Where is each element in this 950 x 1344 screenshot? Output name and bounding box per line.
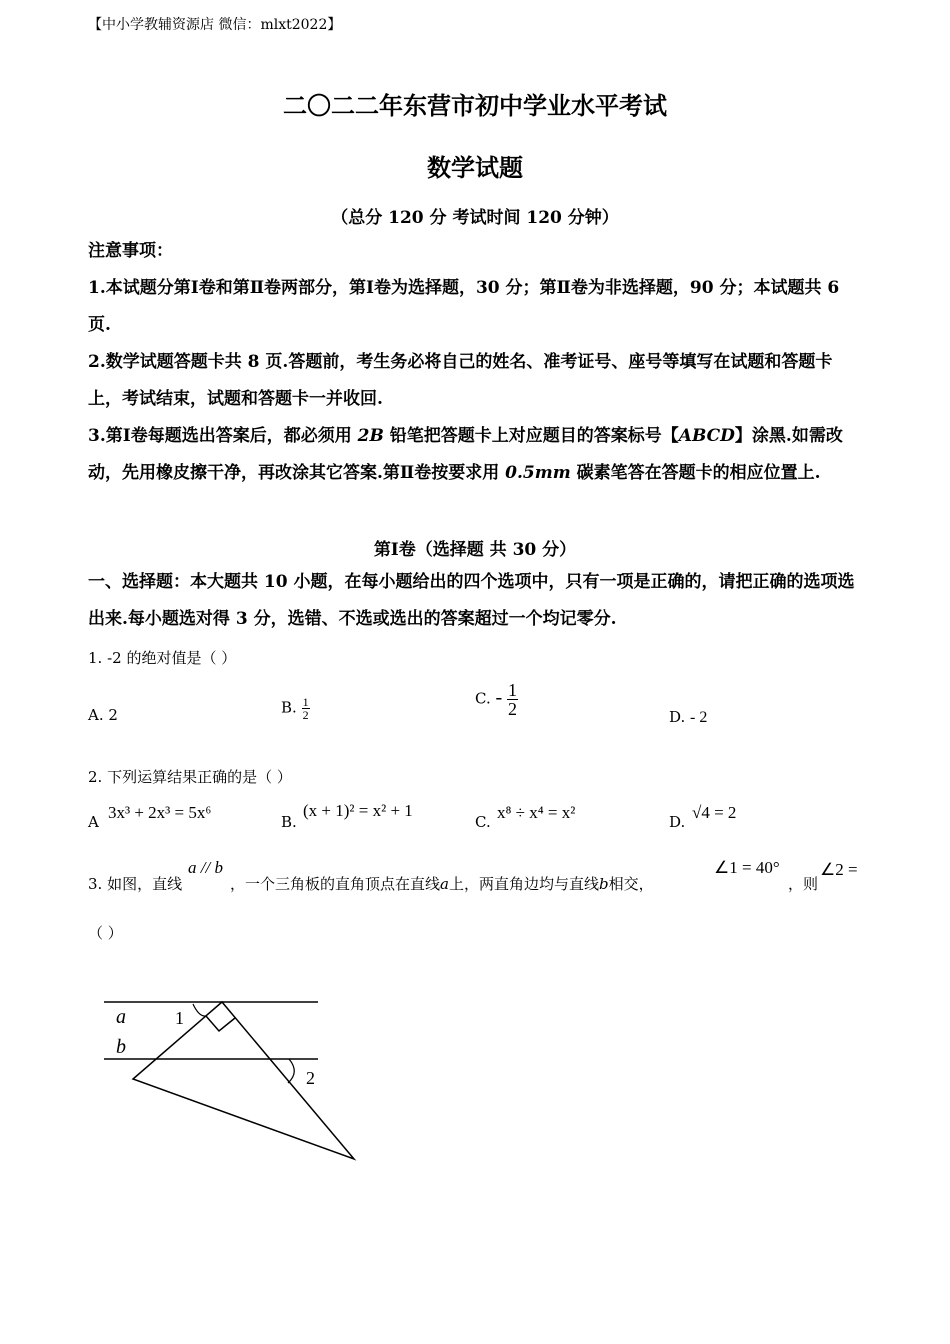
notice-item-2: 2.数学试题答题卡共 8 页.答题前，考生务必将自己的姓名、准考证号、座号等填写在试题和答题卡上，考试结束，试题和答题卡一并收回. xyxy=(88,352,833,409)
subject-title: 数学试题 xyxy=(427,153,523,182)
q2-option-d-expr: √4 = 2 xyxy=(692,803,737,822)
q1-option-c: C. - $\frac{1}{2}$ xyxy=(475,680,517,719)
q3-condition-angle1: ∠1 = 40° xyxy=(714,858,780,877)
section-1-instructions: 一、选择题：本大题共 10 小题，在每小题给出的四个选项中，只有一项是正确的，请把正确的选项选出来.每小题选对得 3 分，选错、不选或选出的答案超过一个均记零分. xyxy=(88,572,855,629)
q2-stem: 2. 下列运算结果正确的是（ ） xyxy=(88,768,292,786)
q2-option-b-expr: (x + 1)² = x² + 1 xyxy=(303,801,413,820)
q2-option-a-expr: 3x³ + 2x³ = 5x⁶ xyxy=(108,803,212,822)
q1-option-d: D. - 2 xyxy=(669,708,708,726)
q2-option-a-label: A xyxy=(88,813,99,831)
label-angle-2: 2 xyxy=(306,1068,315,1088)
q3-stem-part5: ，则 xyxy=(788,875,819,893)
q1-stem: 1. -2 的绝对值是（ ） xyxy=(88,649,237,667)
q1-option-a: A. 2 xyxy=(88,706,118,724)
q1-option-b: B. $\frac{1}{2}$ xyxy=(281,695,309,722)
q3-answer-blank: （ ） xyxy=(88,924,123,942)
q3-stem-part1: 3. 如图，直线 xyxy=(88,875,183,893)
label-b: b xyxy=(116,1036,126,1058)
label-angle-1: 1 xyxy=(175,1008,184,1028)
exam-info: （总分 120 分 考试时间 120 分钟） xyxy=(331,208,619,228)
q2-option-d-label: D. xyxy=(669,813,686,831)
q2-option-c-label: C. xyxy=(475,813,491,831)
q3-stem-part2: ，一个三角板的直角顶点在直线a上，两直角边均与直线b相交， xyxy=(230,875,654,893)
label-a: a xyxy=(116,1006,126,1028)
exam-title: 二〇二二年东营市初中学业水平考试 xyxy=(283,91,667,120)
q2-option-b-label: B. xyxy=(281,813,297,831)
section-1-title: 第Ⅰ卷（选择题 共 30 分） xyxy=(373,540,577,560)
q2-option-c-expr: x⁸ ÷ x⁴ = x² xyxy=(497,803,576,822)
triangle xyxy=(133,1002,354,1159)
q3-figure xyxy=(96,990,366,1170)
right-angle-mark xyxy=(206,1016,235,1031)
notice-item-1: 1.本试题分第Ⅰ卷和第Ⅱ卷两部分，第Ⅰ卷为选择题，30 分；第Ⅱ卷为非选择题，90 分；本试题共 6 页. xyxy=(88,278,840,335)
angle-1-arc xyxy=(193,1004,206,1016)
notice-heading: 注意事项： xyxy=(88,241,173,261)
notice-item-3: 3.第Ⅰ卷每题选出答案后，都必须用 2B 铅笔把答题卡上对应题目的答案标号【ABCD】涂黑.如需改动，先用橡皮擦干净，再改涂其它答案.第Ⅱ卷按要求用 0.5mm 碳素笔答在答题卡的相应位置上. xyxy=(88,426,843,483)
notice-block xyxy=(88,233,863,492)
angle-2-arc xyxy=(288,1059,294,1083)
q3-condition-angle2: ∠2 = xyxy=(820,860,858,879)
q3-condition-parallel: a // b xyxy=(188,858,223,877)
header-watermark: 【中小学教辅资源店 微信：mlxt2022】 xyxy=(88,17,342,33)
